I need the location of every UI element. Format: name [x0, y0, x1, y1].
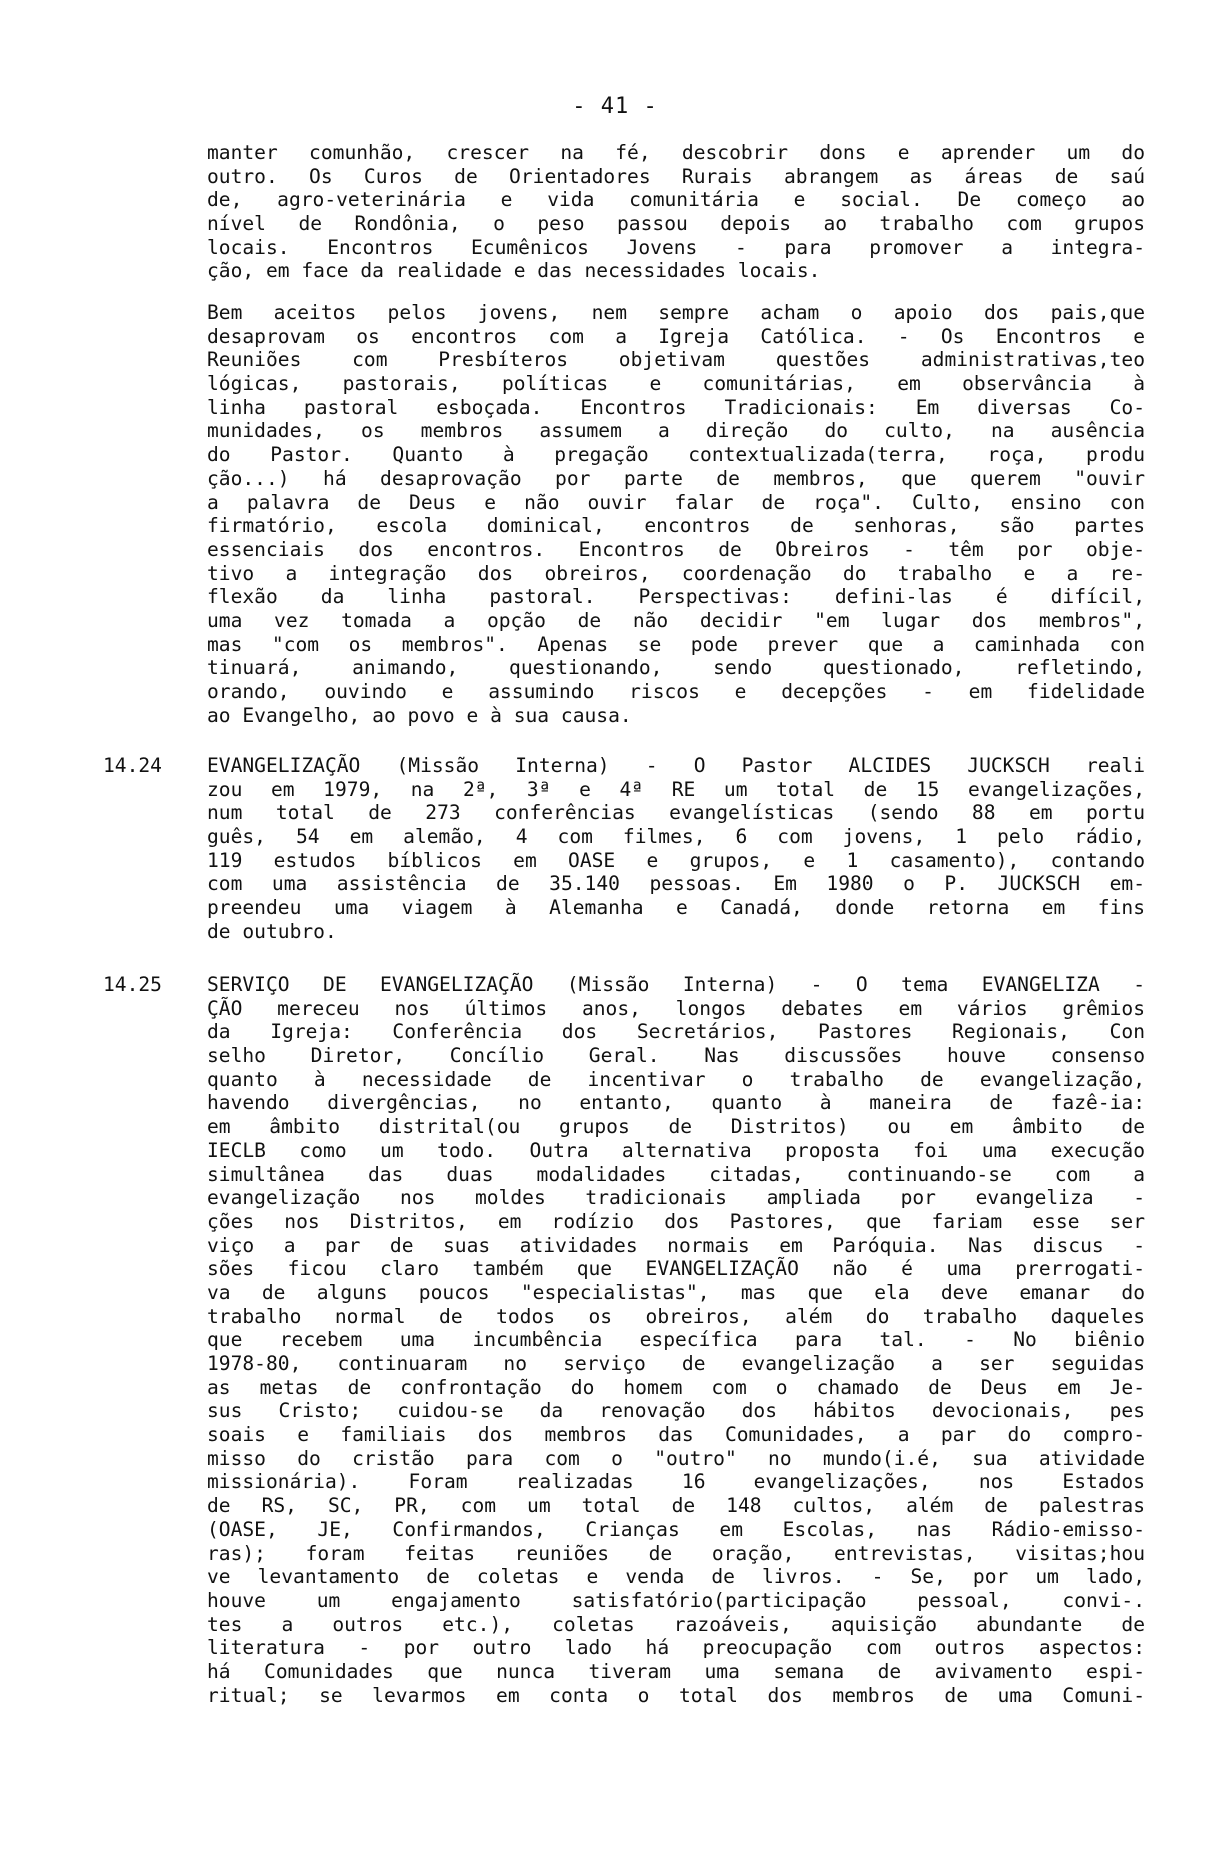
text-line: trabalho normal de todos os obreiros, além do trabalho daqueles	[207, 1304, 1145, 1328]
text-line: as metas de confrontação do homem com o chamado de Deus em Je-	[207, 1375, 1145, 1399]
text-line: de RS, SC, PR, com um total de 148 cultos, além de palestras	[207, 1494, 1145, 1518]
text-line: tes a outros etc.), coletas razoáveis, aquisição abundante de	[207, 1612, 1145, 1636]
text-line: IECLB como um todo. Outra alternativa proposta foi uma execução	[207, 1138, 1145, 1162]
text-line: linha pastoral esboçada. Encontros Tradicionais: Em diversas Co-	[207, 395, 1145, 419]
text-line: guês, 54 em alemão, 4 com filmes, 6 com jovens, 1 pelo rádio,	[207, 825, 1145, 849]
text-line: a palavra de Deus e não ouvir falar de roça". Culto, ensino con	[207, 490, 1145, 514]
text-line: 119 estudos bíblicos em OASE e grupos, e 1 casamento), contando	[207, 848, 1145, 872]
text-line: Reuniões com Presbíteros objetivam questões administrativas,teo	[207, 348, 1145, 372]
section-servico-evangelizacao	[207, 973, 1145, 1707]
text-line: há Comunidades que nunca tiveram uma semana de avivamento espi-	[207, 1659, 1145, 1683]
text-line: va de alguns poucos "especialistas", mas que ela deve emanar do	[207, 1280, 1145, 1304]
text-line: ao Evangelho, ao povo e à sua causa.	[207, 703, 632, 727]
text-line: nível de Rondônia, o peso passou depois ao trabalho com grupos	[207, 212, 1145, 236]
text-line: outro. Os Curos de Orientadores Rurais abrangem as áreas de saú	[207, 164, 1145, 188]
text-line: viço a par de suas atividades normais em Paróquia. Nas discus -	[207, 1233, 1145, 1257]
text-line: simultânea das duas modalidades citadas, continuando-se com a	[207, 1162, 1145, 1186]
text-line: preendeu uma viagem à Alemanha e Canadá, donde retorna em fins	[207, 896, 1145, 920]
text-line: manter comunhão, crescer na fé, descobrir dons e aprender um do	[207, 141, 1145, 164]
text-line: lógicas, pastorais, políticas e comunitárias, em observância à	[207, 372, 1145, 396]
text-line: (OASE, JE, Confirmandos, Crianças em Escolas, nas Rádio-emisso-	[207, 1517, 1145, 1541]
text-line: em âmbito distrital(ou grupos de Distritos) ou em âmbito de	[207, 1115, 1145, 1139]
page-number: - 41 -	[572, 94, 658, 119]
text-line: de, agro-veterinária e vida comunitária e social. De começo ao	[207, 188, 1145, 212]
text-line: selho Diretor, Concílio Geral. Nas discussões houve consenso	[207, 1044, 1145, 1068]
text-line: do Pastor. Quanto à pregação contextualizada(terra, roça, produ	[207, 443, 1145, 467]
text-line: literatura - por outro lado há preocupação com outros aspectos:	[207, 1636, 1145, 1660]
text-line: firmatório, escola dominical, encontros de senhoras, são partes	[207, 514, 1145, 538]
text-line: SERVIÇO DE EVANGELIZAÇÃO (Missão Interna) - O tema EVANGELIZA -	[207, 973, 1145, 996]
text-line: ção, em face da realidade e das necessidades locais.	[207, 259, 821, 283]
text-line: num total de 273 conferências evangelísticas (sendo 88 em portu	[207, 801, 1145, 825]
text-line: EVANGELIZAÇÃO (Missão Interna) - O Pastor ALCIDES JUCKSCH reali	[207, 754, 1145, 777]
text-line: de outubro.	[207, 919, 337, 943]
text-line: essenciais dos encontros. Encontros de Obreiros - têm por obje-	[207, 537, 1145, 561]
text-line: zou em 1979, na 2ª, 3ª e 4ª RE um total de 15 evangelizações,	[207, 777, 1145, 801]
text-line: orando, ouvindo e assumindo riscos e decepções - em fidelidade	[207, 680, 1145, 703]
text-line: tivo a integração dos obreiros, coordenação do trabalho e a re-	[207, 561, 1145, 585]
text-line: ritual; se levarmos em conta o total dos membros de uma Comuni-	[207, 1683, 1145, 1707]
section-number: 14.24	[103, 754, 162, 777]
section-evangelizacao	[207, 754, 1145, 944]
text-line: com uma assistência de 35.140 pessoas. Em 1980 o P. JUCKSCH em-	[207, 872, 1145, 896]
text-line: mas "com os membros". Apenas se pode prever que a caminhada con	[207, 632, 1145, 656]
text-line: ção...) há desaprovação por parte de membros, que querem "ouvir	[207, 466, 1145, 490]
paragraph-youth-meetings	[207, 301, 1145, 727]
paragraph-continuation	[207, 141, 1145, 283]
text-line: 1978-80, continuaram no serviço de evangelização a ser seguidas	[207, 1352, 1145, 1375]
section-number: 14.25	[103, 973, 162, 996]
text-line: flexão da linha pastoral. Perspectivas: defini-las é difícil,	[207, 585, 1145, 609]
text-line: ras); foram feitas reuniões de oração, entrevistas, visitas;hou	[207, 1541, 1145, 1565]
text-line: havendo divergências, no entanto, quanto à maneira de fazê-ia:	[207, 1091, 1145, 1115]
text-line: sus Cristo; cuidou-se da renovação dos hábitos devocionais, pes	[207, 1399, 1145, 1423]
text-line: locais. Encontros Ecumênicos Jovens - para promover a integra-	[207, 235, 1145, 259]
text-line: ções nos Distritos, em rodízio dos Pastores, que fariam esse ser	[207, 1209, 1145, 1233]
text-line: da Igreja: Conferência dos Secretários, Pastores Regionais, Con	[207, 1020, 1145, 1044]
text-line: ve levantamento de coletas e venda de livros. - Se, por um lado,	[207, 1565, 1145, 1589]
text-line: misso do cristão para com o "outro" no mundo(i.é, sua atividade	[207, 1446, 1145, 1470]
text-line: houve um engajamento satisfatório(participação pessoal, convi-.	[207, 1588, 1145, 1612]
text-line: Bem aceitos pelos jovens, nem sempre acham o apoio dos pais,que	[207, 301, 1145, 324]
text-line: munidades, os membros assumem a direção do culto, na ausência	[207, 419, 1145, 443]
text-line: que recebem uma incumbência específica para tal. - No biênio	[207, 1328, 1145, 1352]
text-line: quanto à necessidade de incentivar o trabalho de evangelização,	[207, 1067, 1145, 1091]
text-line: sões ficou claro também que EVANGELIZAÇÃO não é uma prerrogati-	[207, 1257, 1145, 1281]
text-line: evangelização nos moldes tradicionais ampliada por evangeliza -	[207, 1186, 1145, 1210]
text-line: desaprovam os encontros com a Igreja Católica. - Os Encontros e	[207, 324, 1145, 348]
text-line: ÇÃO mereceu nos últimos anos, longos debates em vários grêmios	[207, 996, 1145, 1020]
text-line: missionária). Foram realizadas 16 evangelizações, nos Estados	[207, 1470, 1145, 1494]
text-line: tinuará, animando, questionando, sendo questionado, refletindo,	[207, 656, 1145, 680]
text-line: soais e familiais dos membros das Comunidades, a par do compro-	[207, 1423, 1145, 1447]
text-line: uma vez tomada a opção de não decidir "em lugar dos membros",	[207, 608, 1145, 632]
